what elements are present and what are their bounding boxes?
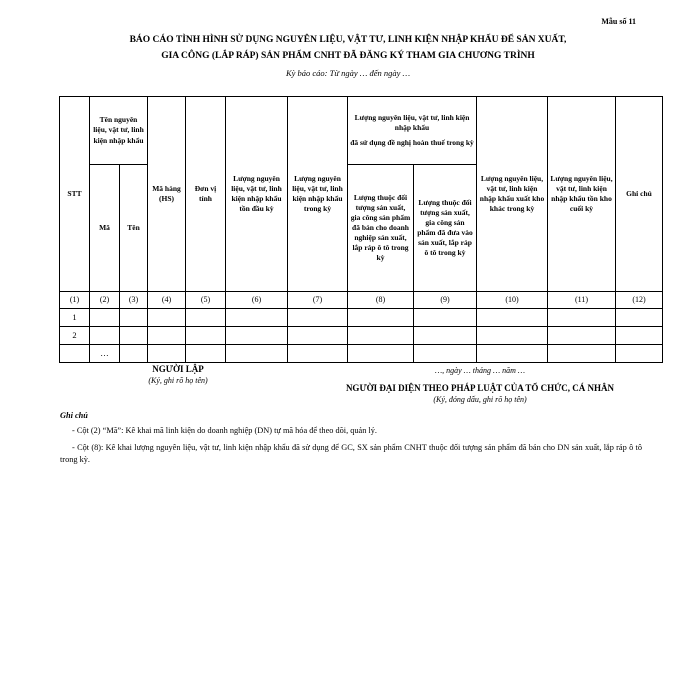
table-row [60, 309, 663, 327]
row-code [90, 309, 120, 327]
header-used-group-sub: đã sử dụng đề nghị hoàn thuế trong kỳ [350, 137, 474, 147]
header-opening-inventory: Lượng nguyên liệu, vật tư, linh kiện nhập khẩu tồn đầu kỳ [226, 97, 288, 292]
notes-title: Ghi chú [60, 411, 88, 420]
header-unit: Đơn vị tính [186, 97, 226, 292]
representative-subtitle: (Ký, đóng dấu, ghi rõ họ tên) [433, 395, 527, 404]
header-exported-other: Lượng nguyên liệu, vật tư, linh kiện nhập khẩu xuất kho khác trong kỳ [477, 97, 548, 292]
header-material-name-group: Tên nguyên liệu, vật tư, linh kiện nhập khẩu [90, 97, 148, 165]
header-closing-inventory: Lượng nguyên liệu, vật tư, linh kiện nhập khẩu tồn kho cuối kỳ [548, 97, 616, 292]
report-period: Kỳ báo cáo: Từ ngày … đến ngày … [285, 68, 411, 78]
header-used-sold: Lượng thuộc đối tượng sản xuất, gia công sản phẩm đã bán cho doanh nghiệp sản xuất, lắp ráp ô tô trong kỳ [348, 165, 414, 292]
table-row [60, 345, 663, 363]
column-number: (7) [288, 292, 348, 309]
preparer-subtitle: (Ký, ghi rõ họ tên) [148, 376, 208, 385]
column-number: (12) [616, 292, 663, 309]
note-item: - Cột (8): Kê khai lượng nguyên liệu, vật tư, linh kiện nhập khẩu đã sử dụng để GC, SX sản phẩm CNHT thuộc đối tượng sản phẩm đã bán cho DN sản xuất, lắp ráp ô tô trong kỳ. [60, 442, 642, 465]
header-stt: STT [60, 97, 90, 292]
signature-date-line: …, ngày … tháng … năm … [434, 366, 525, 375]
header-used-group-main: Lượng nguyên liệu, vật tư, linh kiện nhập khẩu [354, 113, 470, 133]
representative-signature-block [300, 366, 660, 404]
row-stt [60, 345, 90, 363]
header-name: Tên [120, 165, 148, 292]
preparer-title: NGƯỜI LẬP [152, 364, 204, 374]
column-number: (5) [186, 292, 226, 309]
report-title-line-1: BÁO CÁO TÌNH HÌNH SỬ DỤNG NGUYÊN LIỆU, VẬT TƯ, LINH KIỆN NHẬP KHẨU ĐỂ SẢN XUẤT, [129, 35, 567, 45]
report-table [59, 96, 663, 363]
column-number: (10) [477, 292, 548, 309]
header-code: Mã [90, 165, 120, 292]
row-code [90, 327, 120, 345]
form-number: Mẫu số 11 [601, 17, 636, 26]
column-number: (2) [90, 292, 120, 309]
notes-section [60, 410, 642, 471]
row-code: … [90, 345, 120, 363]
header-hs-code: Mã hàng (HS) [148, 97, 186, 292]
note-item: - Cột (2) “Mã”: Kê khai mã linh kiện do doanh nghiệp (DN) tự mã hóa để theo dõi, quản lý. [72, 426, 377, 436]
column-number: (11) [548, 292, 616, 309]
column-number: (9) [414, 292, 477, 309]
header-imported-in-period: Lượng nguyên liệu, vật tư, linh kiện nhập khẩu trong kỳ [288, 97, 348, 292]
table-row [60, 327, 663, 345]
column-number: (4) [148, 292, 186, 309]
column-number: (8) [348, 292, 414, 309]
report-title-line-2: GIA CÔNG (LẮP RÁP) SẢN PHẨM CNHT ĐÃ ĐĂNG KÝ THAM GIA CHƯƠNG TRÌNH [161, 51, 535, 61]
row-stt: 1 [60, 309, 90, 327]
column-number: (3) [120, 292, 148, 309]
row-stt: 2 [60, 327, 90, 345]
header-notes: Ghi chú [616, 97, 663, 292]
header-used-group [348, 97, 477, 165]
representative-title: NGƯỜI ĐẠI DIỆN THEO PHÁP LUẬT CỦA TỔ CHỨC, CÁ NHÂN [345, 383, 615, 393]
preparer-signature-block [98, 364, 258, 385]
column-number: (1) [60, 292, 90, 309]
column-number-row [60, 292, 663, 309]
header-used-delivered: Lượng thuộc đối tượng sản xuất, gia công sản phẩm đã đưa vào sản xuất, lắp ráp ô tô trong kỳ [414, 165, 477, 292]
column-number: (6) [226, 292, 288, 309]
